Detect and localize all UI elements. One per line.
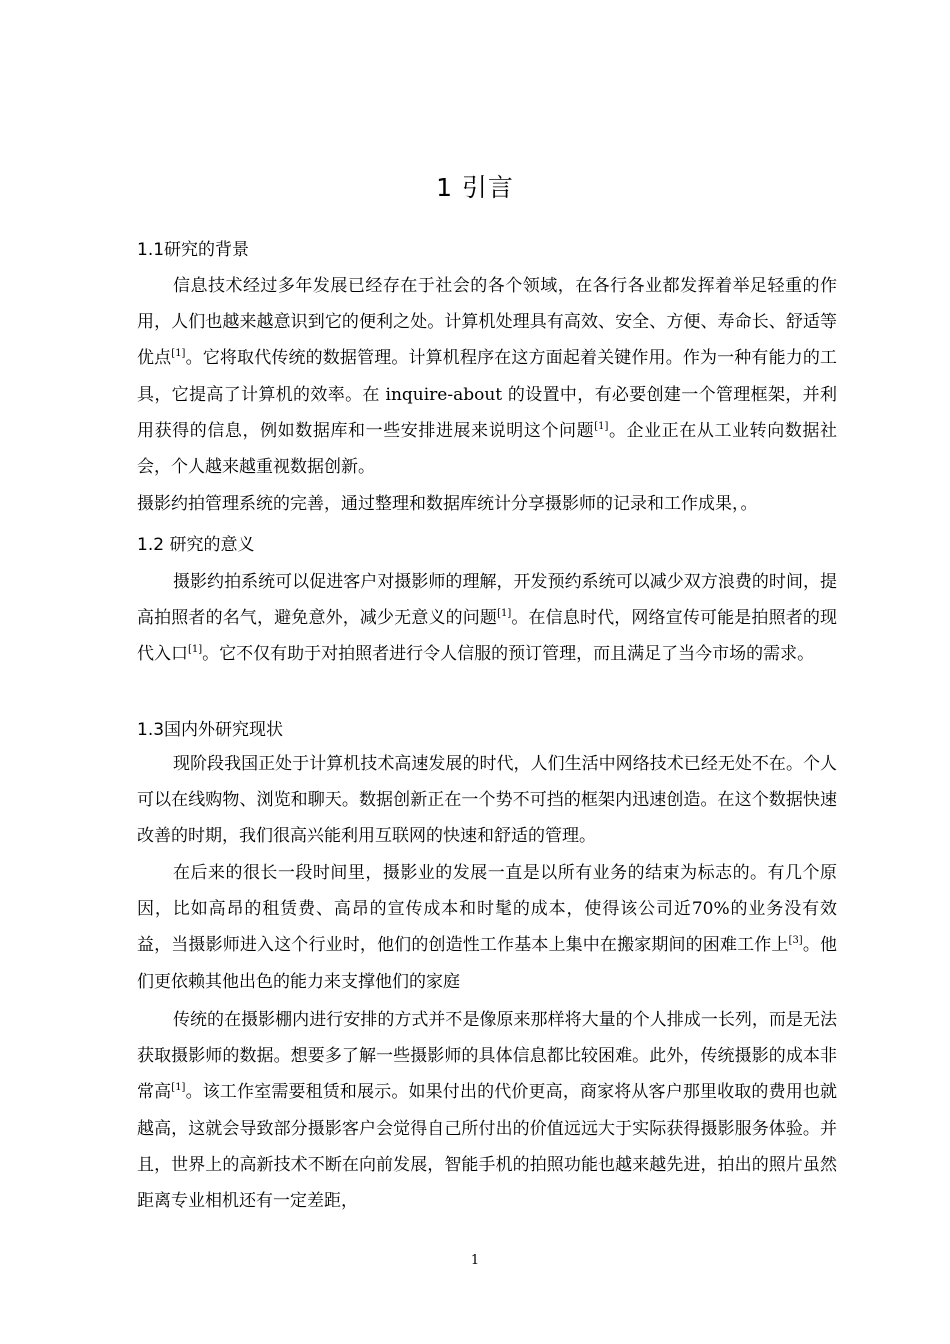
citation-marker: [1] <box>594 420 609 432</box>
paragraph-text: 摄影约拍管理系统的完善，通过整理和数据库统计分享摄影师的记录和工作成果，。 <box>137 494 758 514</box>
citation-marker: [1] <box>171 1082 186 1094</box>
section-heading-1-1: 1.1研究的背景 <box>137 240 250 260</box>
paragraph-text: 摄影约拍系统可以促进客户对摄影师的理解，开发预约系统可以减少双方浪费的时间，提高拍照者的名气，避免意外，减少无意义的问题 <box>137 572 837 629</box>
citation-marker: [1] <box>188 644 203 656</box>
paragraph-text: 。它将取代传统的数据管理。计算机程序在这方面起着关键作用。作为一种有能力的工具，它提高了计算机的效率。在 inquire-about 的设置中，有必要创建一个管理框架，并利用获得的信息，例如数据库和一些安排进展来说明这个问题 <box>137 348 838 441</box>
paragraph-text: 。在信息时代，网络宣传可能是拍照者的现代入口 <box>137 608 838 665</box>
paragraph-text: 。企业正在从工业转向数据社会，个人越来越重视数据创新。 <box>137 420 837 478</box>
citation-marker: [3] <box>788 935 803 947</box>
citation-marker: [1] <box>171 348 186 360</box>
paragraph-text: 在后来的很长一段时间里，摄影业的发展一直是以所有业务的结束为标志的。有几个原因，比如高昂的租赁费、高昂的宣传成本和时髦的成本，使得该公司近70%的业务没有效益，当摄影师进入这个行业时，他们的创造性工作基本上集中在搬家期间的困难工作上 <box>137 863 837 956</box>
paragraph-text: 。它不仅有助于对拍照者进行令人信服的预订管理，而且满足了当今市场的需求。 <box>202 644 815 665</box>
paragraph <box>137 486 837 522</box>
section-heading-1-2: 1.2 研究的意义 <box>137 535 255 555</box>
paragraph-text: 传统的在摄影棚内进行安排的方式并不是像原来那样将大量的个人排成一长列，而是无法获取摄影师的数据。想要多了解一些摄影师的具体信息都比较困难。此外，传统摄影的成本非常高 <box>137 1010 837 1103</box>
paragraph-text: 。该工作室需要租赁和展示。如果付出的代价更高，商家将从客户那里收取的费用也就越高，这就会导致部分摄影客户会觉得自己所付出的价值远远大于实际获得摄影服务体验。并且，世界上的高新技术不断在向前发展，智能手机的拍照功能也越来越先进，拍出的照片虽然距离专业相机还有一定差距， <box>137 1082 838 1212</box>
paragraph <box>137 746 837 855</box>
paragraph-text: 。他们更依赖其他出色的能力来支撑他们的家庭 <box>137 935 838 992</box>
paragraph-text: 现阶段我国正处于计算机技术高速发展的时代，人们生活中网络技术已经无处不在。个人可以在线购物、浏览和聊天。数据创新正在一个势不可挡的框架内迅速创造。在这个数据快速改善的时期，我们很高兴能利用互联网的快速和舒适的管理。 <box>137 754 837 847</box>
chapter-title: 1 引言 <box>436 173 514 202</box>
section-heading-1-3: 1.3国内外研究现状 <box>137 720 284 740</box>
paragraph <box>137 268 837 485</box>
paragraph <box>137 1002 837 1219</box>
paragraph <box>137 564 837 673</box>
paragraph-text: 信息技术经过多年发展已经存在于社会的各个领域，在各行各业都发挥着举足轻重的作用，人们也越来越意识到它的便利之处。计算机处理具有高效、安全、方便、寿命长、舒适等优点 <box>137 276 837 369</box>
citation-marker: [1] <box>497 608 512 620</box>
paragraph <box>137 855 837 1000</box>
page-number: 1 <box>470 1253 480 1268</box>
